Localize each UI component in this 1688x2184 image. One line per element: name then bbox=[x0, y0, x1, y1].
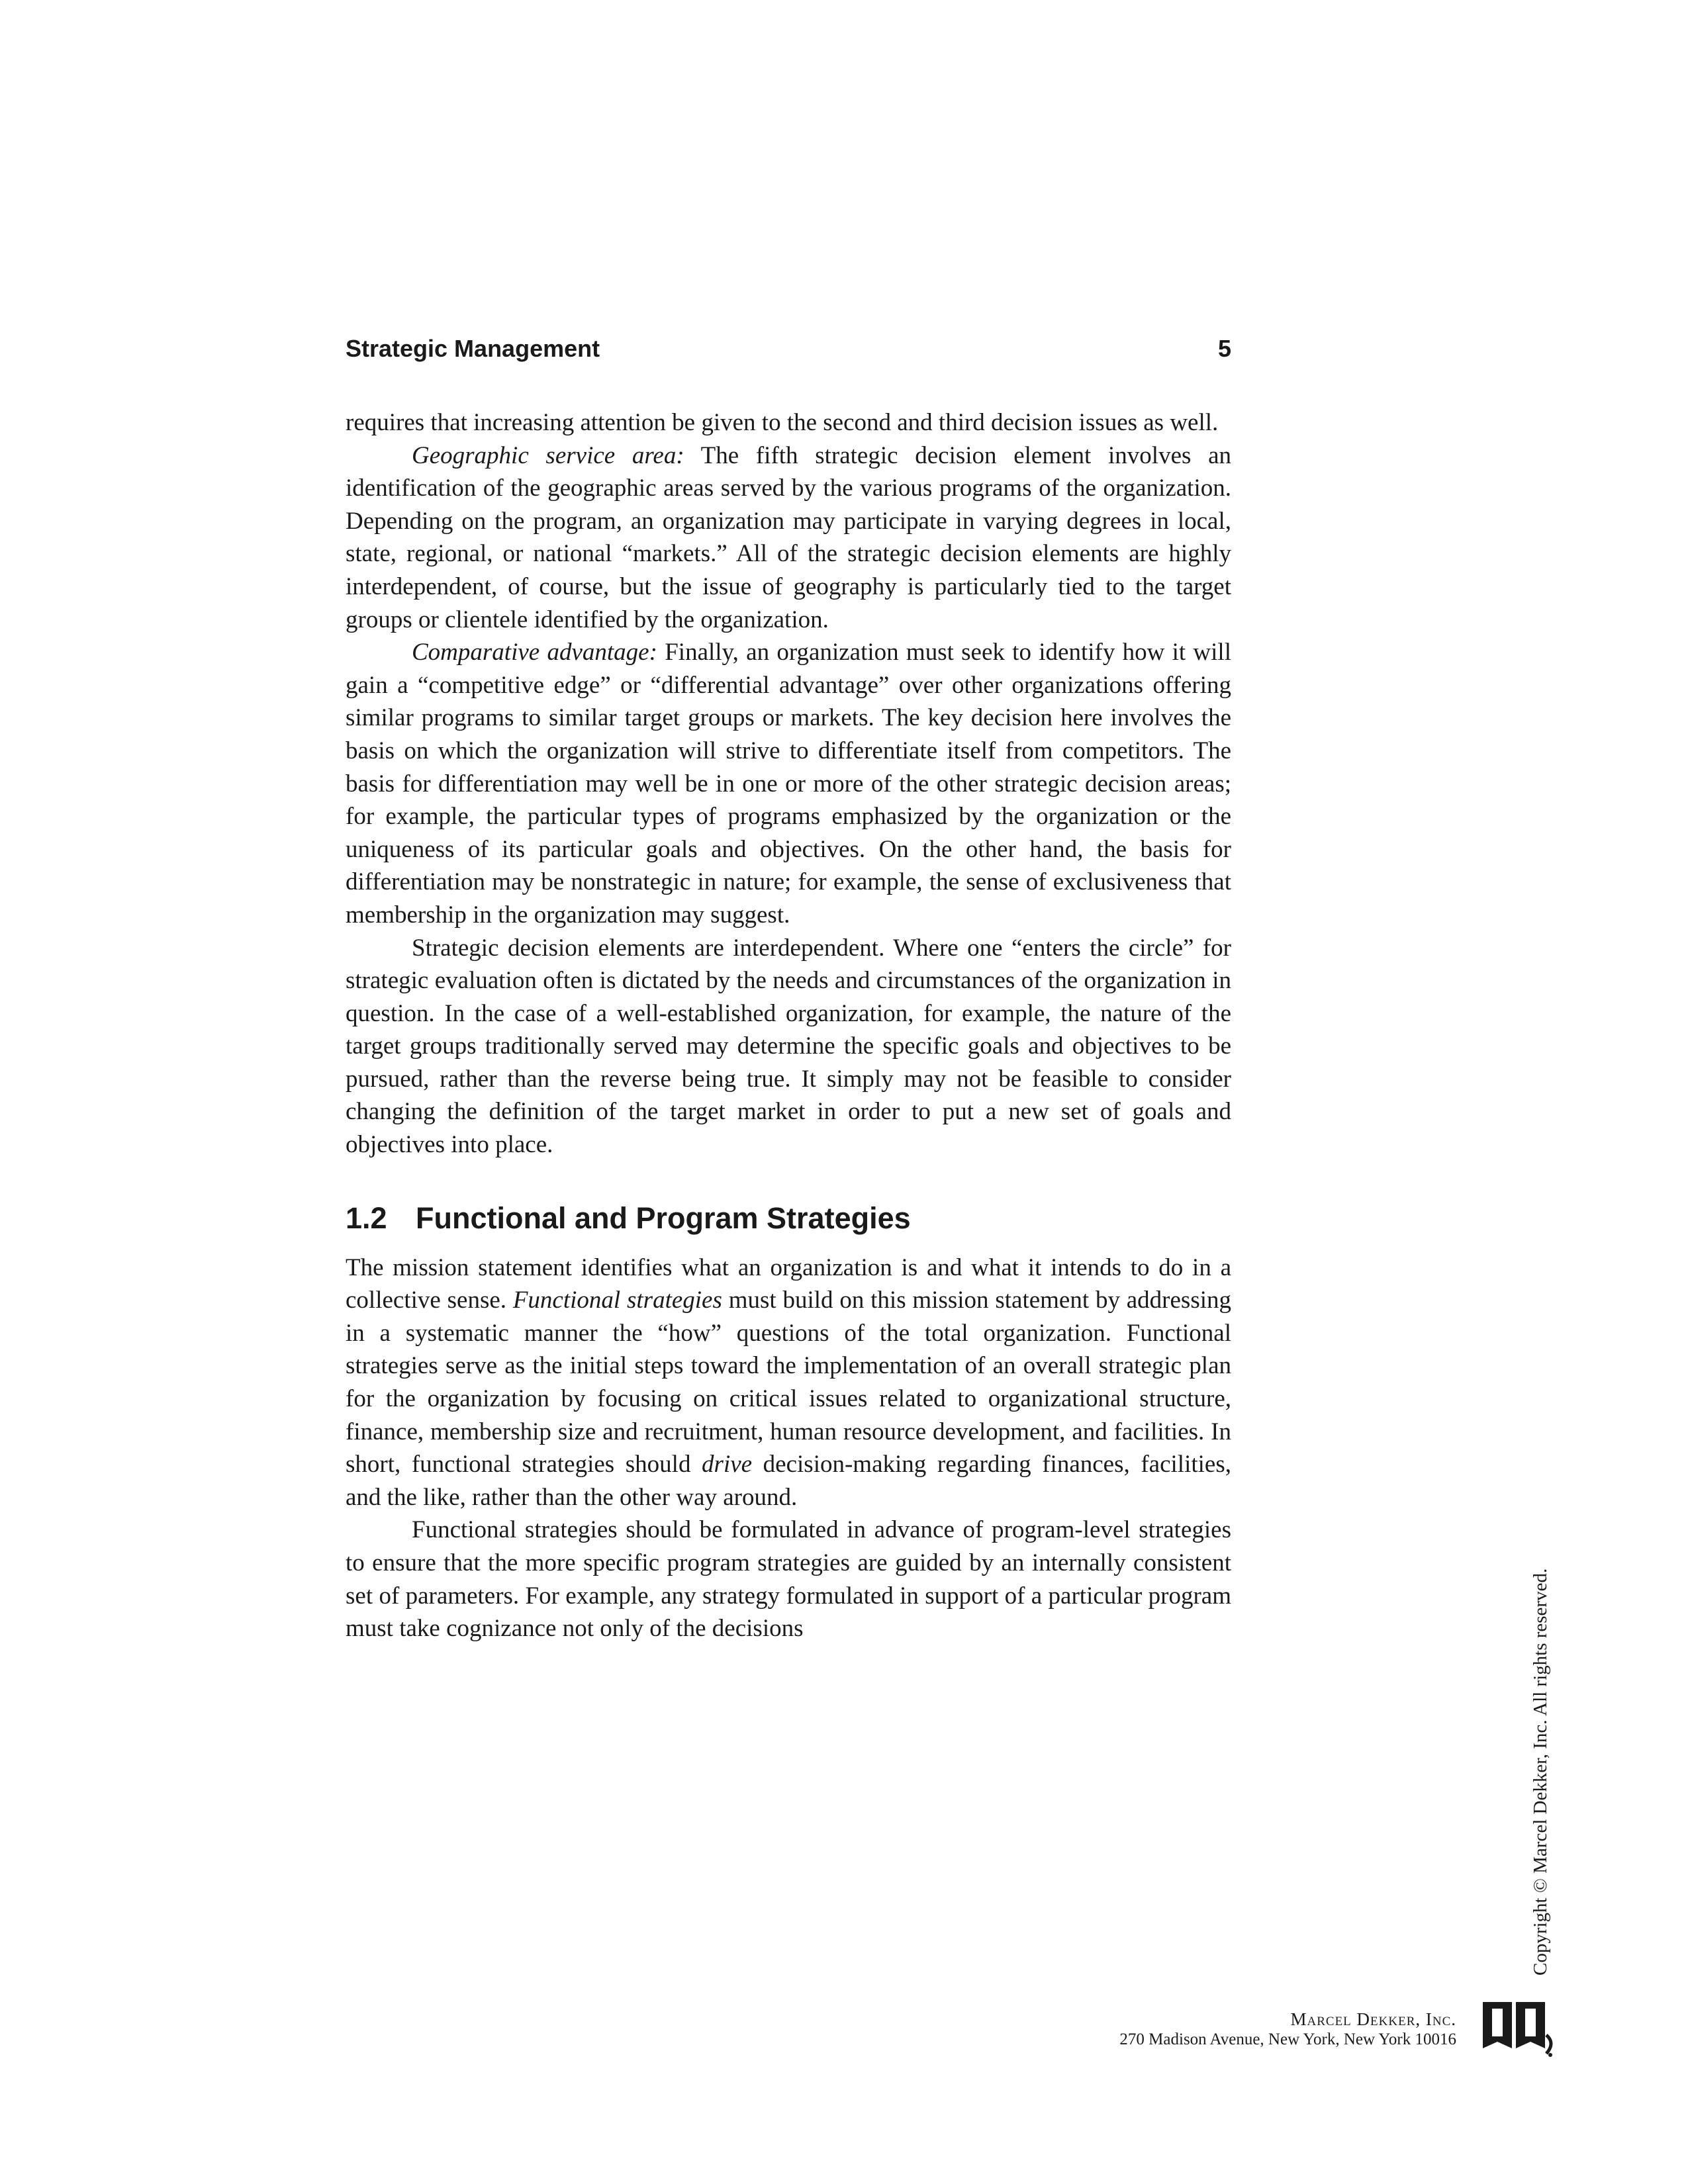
paragraph-text: must build on this mission statement by addressing in a systematic manner the “how” questions of the total organization. Functional strategies serve as the initial steps toward the implementation of an overall strategic plan for the organization by focusing on critical issues related to organizational structure, finance, membership size and recruitment, human resource development, and facilities. In short, functional strategies should bbox=[346, 1287, 1231, 1479]
body-text bbox=[346, 406, 1231, 1645]
paragraph-italic-term: drive bbox=[702, 1451, 753, 1479]
paragraph-comparative-advantage bbox=[346, 636, 1231, 931]
section-heading bbox=[346, 1200, 1231, 1237]
publisher-address: 270 Madison Avenue, New York, New York 10016 bbox=[1119, 2030, 1456, 2048]
section-title: Functional and Program Strategies bbox=[416, 1201, 911, 1235]
publisher-name: Marcel Dekker, Inc. bbox=[1290, 2009, 1456, 2029]
paragraph-geographic-service-area bbox=[346, 439, 1231, 637]
paragraph-italic-term: Functional strategies bbox=[512, 1287, 722, 1314]
running-head-title: Strategic Management bbox=[346, 335, 600, 362]
paragraph-text: The mission statement identifies what an organization is and what it intends to do in a collective sense. bbox=[346, 1253, 1231, 1314]
page-number: 5 bbox=[1217, 335, 1231, 362]
publisher-logo-icon bbox=[1477, 1995, 1557, 2058]
paragraph-lead: Geographic service area: bbox=[412, 441, 684, 469]
paragraph-text: decision-making regarding finances, facilities, and the like, rather than the other way around. bbox=[346, 1451, 1231, 1511]
paragraph-lead: Comparative advantage: bbox=[412, 639, 657, 666]
paragraph-text: Strategic decision elements are interdependent. Where one “enters the circle” for strategic evaluation often is dictated by the needs and circumstances of the organization in question. In the case of a well-established organization, for example, the nature of the target groups traditionally served may determine the specific goals and objectives to be pursued, rather than the reverse being true. It simply may not be feasible to consider changing the definition of the target market in order to put a new set of goals and objectives into place. bbox=[346, 934, 1231, 1159]
paragraph-mission-statement bbox=[346, 1251, 1231, 1514]
copyright-notice: Copyright © Marcel Dekker, Inc. All rights reserved. bbox=[1530, 1568, 1551, 1976]
publisher-block bbox=[1119, 2009, 1456, 2050]
paragraph-text: Functional strategies should be formulated in advance of program-level strategies to ensure that the more specific program strategies are guided by an internally consistent set of parameters. For example, any strategy formulated in support of a particular program must take cognizance not only of the decisions bbox=[346, 1516, 1231, 1643]
paragraph-functional-strategies bbox=[346, 1514, 1231, 1645]
paragraph-text: requires that increasing attention be given to the second and third decision issues as well. bbox=[346, 409, 1219, 436]
paragraph-text: Finally, an organization must seek to identify how it will gain a “competitive edge” or “differential advantage” over other organizations offering similar programs to similar target groups or markets. The key decision here involves the basis on which the organization will strive to differentiate itself from competitors. The basis for differentiation may well be in one or more of the other strategic decision areas; for example, the particular types of programs emphasized by the organization or the uniqueness of its particular goals and objectives. On the other hand, the basis for differentiation may be nonstrategic in nature; for example, the sense of exclusiveness that membership in the organization may suggest. bbox=[346, 639, 1231, 929]
paragraph-text: The fifth strategic decision element involves an identification of the geographic areas served by the various programs of the organization. Depending on the program, an organization may participate in varying degrees in local, state, regional, or national “markets.” All of the strategic decision elements are highly interdependent, of course, but the issue of geography is particularly tied to the target groups or clientele identified by the organization. bbox=[346, 441, 1231, 633]
paragraph-continued bbox=[346, 406, 1231, 439]
running-head bbox=[346, 332, 1231, 365]
paragraph-interdependent bbox=[346, 932, 1231, 1161]
section-number: 1.2 bbox=[346, 1201, 387, 1235]
